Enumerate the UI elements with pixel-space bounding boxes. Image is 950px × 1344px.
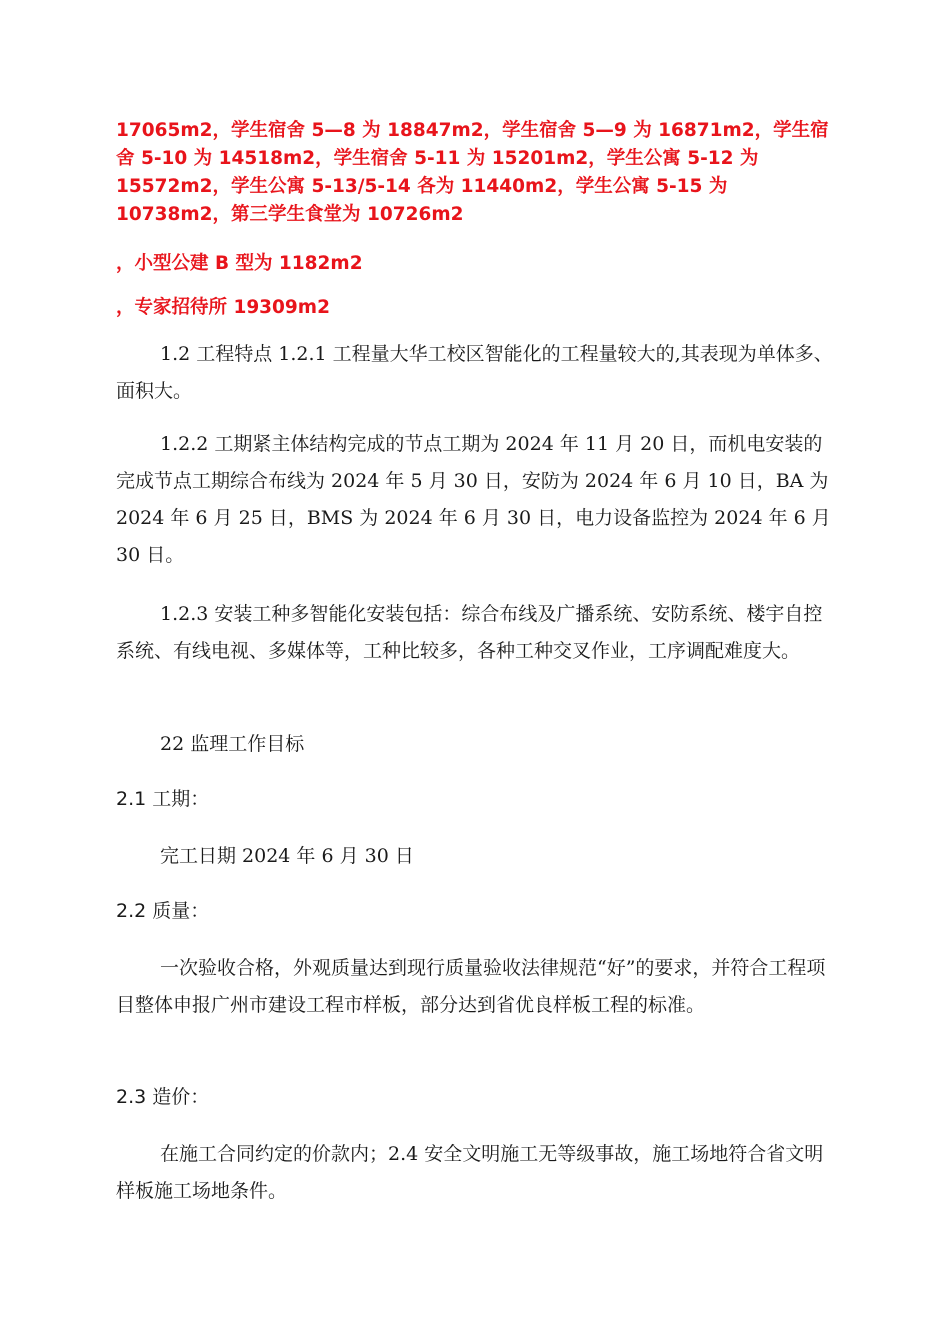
heading-2-3-number: 2.3 — [116, 1086, 147, 1108]
red-highlight-line-3: ，专家招待所 19309m2 — [116, 297, 330, 318]
paragraph-many-trades: 1.2.3 安装工种多智能化安装包括：综合布线及广播系统、安防系统、楼宇自控系统、有线电视、多媒体等，工种比较多，各种工种交叉作业，工序调配难度大。 — [116, 603, 823, 662]
paragraph-quality: 一次验收合格，外观质量达到现行质量验收法律规范“好”的要求，并符合工程项目整体申报广州市建设工程市样板，部分达到省优良样板工程的标准。 — [116, 957, 826, 1016]
heading-2-2 — [116, 896, 836, 926]
red-highlight-area-list: 17065m2，学生宿舍 5—8 为 18847m2，学生宿舍 5—9 为 16871m2，学生宿舍 5-10 为 14518m2，学生宿舍 5-11 为 15201m2，学生公寓 5-12 为 15572m2，学生公寓 5-13/5-14 各为 11440m2，学生公寓 5-15 为 10738m2，第三学生食堂为 10726m2 — [116, 120, 829, 225]
heading-2-3-text: 造价： — [152, 1086, 210, 1108]
heading-2-1-number: 2.1 — [116, 788, 147, 810]
heading-2-2-number: 2.2 — [116, 900, 147, 922]
paragraph-schedule-tight: 1.2.2 工期紧主体结构完成的节点工期为 2024 年 11 月 20 日，而机电安装的完成节点工期综合布线为 2024 年 5 月 30 日，安防为 2024 年 6 月 10 日，BA 为 2024 年 6 月 25 日，BMS 为 2024 年 6 月 30 日，电力设备监控为 2024 年 6 月 30 日。 — [116, 433, 831, 566]
paragraph-completion-date: 完工日期 2024 年 6 月 30 日 — [160, 845, 414, 867]
paragraph-cost-safety: 在施工合同约定的价款内；2.4 安全文明施工无等级事故，施工场地符合省文明样板施工场地条件。 — [116, 1143, 824, 1202]
heading-2-1-text: 工期： — [152, 788, 210, 810]
heading-2-1 — [116, 784, 836, 814]
heading-2-3 — [116, 1082, 836, 1112]
heading-2-2-text: 质量： — [152, 900, 210, 922]
paragraph-supervision-goals: 22 监理工作目标 — [160, 733, 305, 755]
paragraph-project-features: 1.2 工程特点 1.2.1 工程量大华工校区智能化的工程量较大的,其表现为单体多、面积大。 — [116, 343, 833, 402]
red-highlight-line-2: ，小型公建 B 型为 1182m2 — [116, 253, 363, 274]
